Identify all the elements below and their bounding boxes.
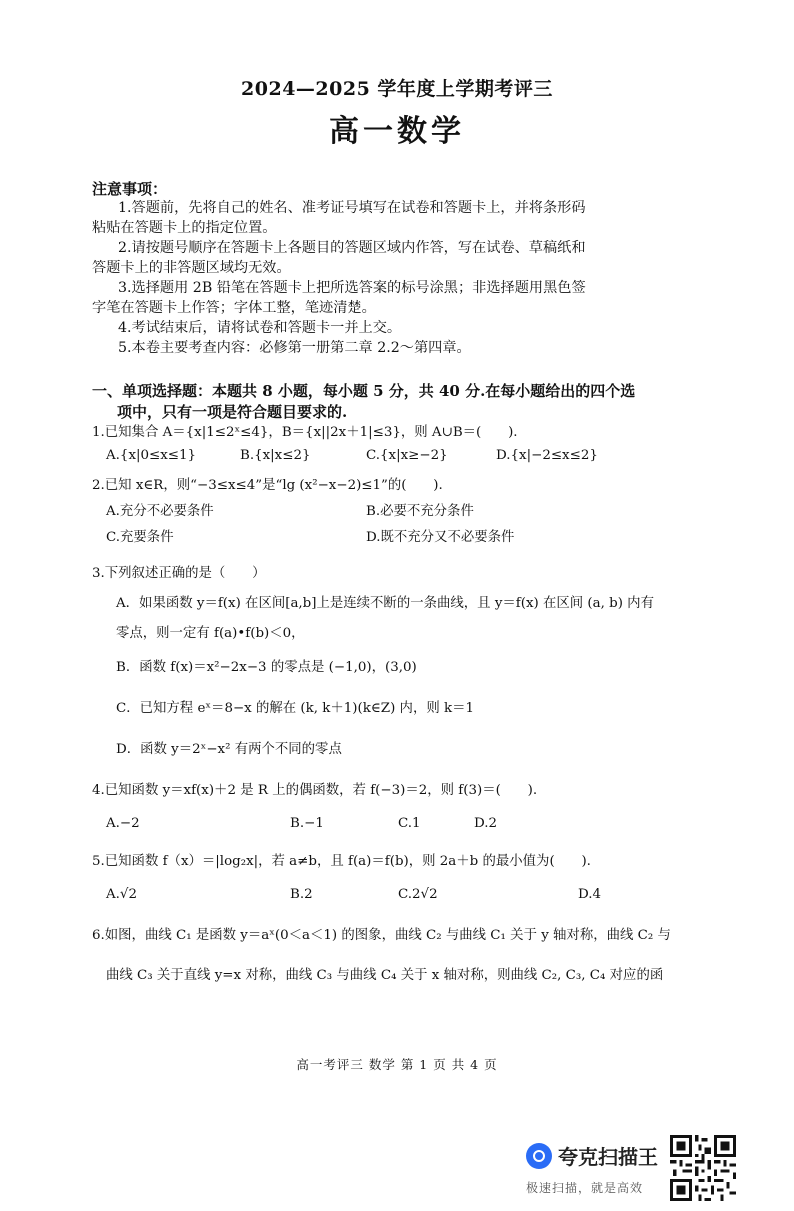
notice-line: 3.选择题用 2B 铅笔在答题卡上把所选答案的标号涂黑；非选择题用黑色签 [118,280,586,296]
question-4-option-b: B.−1 [290,816,324,831]
page-footer: 高一考评三 数学 第 1 页 共 4 页 [296,1057,498,1072]
question-4-stem: 4.已知函数 y＝xf(x)＋2 是 R 上的偶函数，若 f(−3)＝2，则 f(3)＝( ). [92,783,538,798]
question-3-option-d: D．函数 y＝2ˣ−x² 有两个不同的零点 [116,742,342,757]
question-1-option-d: D.{x|−2≤x≤2} [496,448,598,463]
question-4-option-a: A.−2 [106,816,140,831]
section-heading-cont: 项中，只有一项是符合题目要求的. [117,403,348,421]
notice-line: 2.请按题号顺序在答题卡上各题目的答题区域内作答，写在试卷、草稿纸和 [118,240,586,256]
subject-title: 高一数学 [329,114,465,149]
notice-line: 粘贴在答题卡上的指定位置。 [92,220,277,236]
scanner-watermark [520,1139,794,1211]
question-4-option-c: C.1 [398,816,421,831]
watermark-brand: 夸克扫描王 [558,1145,658,1169]
question-3-stem: 3.下列叙述正确的是（ ） [92,566,266,581]
question-2-option-c: C.充要条件 [106,530,174,545]
question-1-option-a: A.{x|0≤x≤1} [106,448,197,463]
question-1-option-c: C.{x|x≥−2} [366,448,448,463]
section-heading: 一、单项选择题：本题共 8 小题，每小题 5 分，共 40 分.在每小题给出的四个选 [92,382,636,400]
question-2-option-d: D.既不充分又不必要条件 [366,530,515,545]
watermark-slogan: 极速扫描，就是高效 [526,1181,644,1195]
question-4-option-d: D.2 [474,816,498,831]
question-2-option-b: B.必要不充分条件 [366,504,474,519]
notice-line: 答题卡上的非答题区域均无效。 [92,260,291,276]
question-5-option-d: D.4 [578,887,602,902]
exam-header: 2024—2025 学年度上学期考评三 [241,78,553,100]
question-5-option-a: A.√2 [106,887,137,902]
notice-line: 字笔在答题卡上作答；字体工整，笔迹清楚。 [92,300,376,316]
question-3-option-a-cont: 零点，则一定有 f(a)•f(b)＜0， [116,626,305,641]
quark-logo-icon [526,1143,552,1169]
question-1-stem: 1.已知集合 A＝{x|1≤2ˣ≤4}，B＝{x||2x＋1|≤3}，则 A∪B＝( ). [92,425,518,440]
question-6-stem-cont: 曲线 C₃ 关于直线 y=x 对称，曲线 C₃ 与曲线 C₄ 关于 x 轴对称，则曲线 C₂, C₃, C₄ 对应的函 [106,968,664,983]
qr-code-icon [670,1135,736,1201]
question-2-option-a: A.充分不必要条件 [106,504,214,519]
question-5-option-c: C.2√2 [398,887,438,902]
question-5-option-b: B.2 [290,887,313,902]
question-3-option-c: C．已知方程 eˣ＝8−x 的解在 (k, k＋1)(k∈Z) 内，则 k＝1 [116,701,475,716]
question-5-stem: 5.已知函数 f（x）＝|log₂x|，若 a≠b，且 f(a)＝f(b)，则 2a＋b 的最小值为( ). [92,854,591,869]
question-3-option-a: A．如果函数 y＝f(x) 在区间[a,b]上是连续不断的一条曲线，且 y＝f(x) 在区间 (a, b) 内有 [116,596,654,611]
question-2-stem: 2.已知 x∈R，则“−3≤x≤4”是“lg (x²−x−2)≤1”的( ). [92,478,443,493]
notice-line: 1.答题前，先将自己的姓名、准考证号填写在试卷和答题卡上，并将条形码 [118,200,586,216]
notice-line: 4.考试结束后，请将试卷和答题卡一并上交。 [118,320,402,336]
question-3-option-b: B．函数 f(x)＝x²−2x−3 的零点是 (−1,0)，(3,0) [116,660,417,675]
notice-line: 5.本卷主要考查内容：必修第一册第二章 2.2～第四章。 [118,340,471,356]
notice-title: 注意事项： [92,180,168,198]
question-1-option-b: B.{x|x≤2} [240,448,311,463]
question-6-stem: 6.如图，曲线 C₁ 是函数 y＝aˣ(0＜a＜1) 的图象，曲线 C₂ 与曲线 C₁ 关于 y 轴对称，曲线 C₂ 与 [92,928,671,943]
